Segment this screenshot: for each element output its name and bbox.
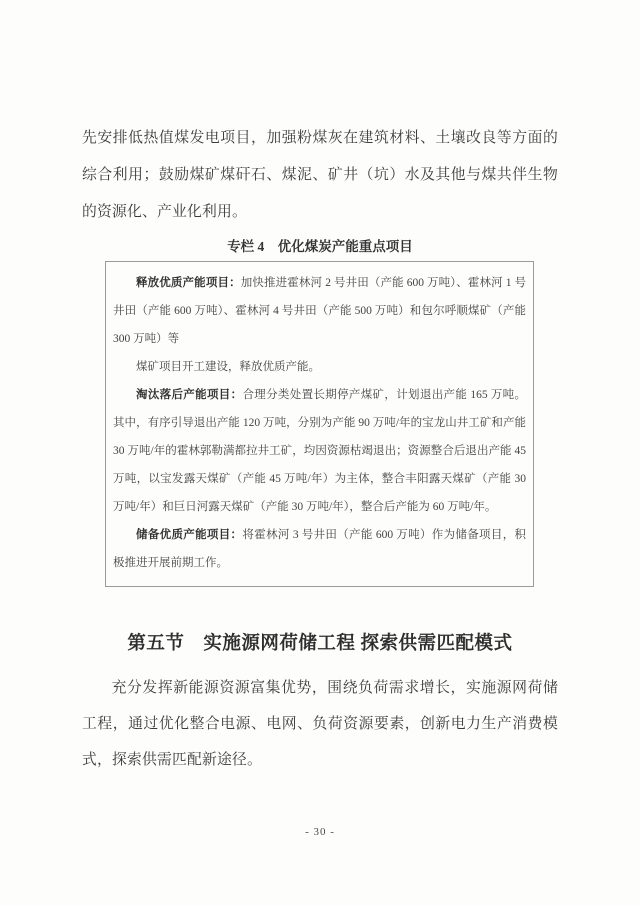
panel-paragraph [113, 521, 526, 577]
intro-paragraph: 先安排低热值煤发电项目，加强粉煤灰在建筑材料、土壤改良等方面的综合利用；鼓励煤矿煤矸石、煤泥、矿井（坑）水及其他与煤共伴生物的资源化、产业化利用。 [82, 130, 558, 220]
panel-title: 专栏 4 优化煤炭产能重点项目 [227, 239, 413, 254]
section-heading: 第五节 实施源网荷储工程 探索供需匹配模式 [127, 634, 513, 654]
page-number: - 30 - [305, 826, 335, 838]
panel-paragraph-lead: 储备优质产能项目： [136, 529, 243, 541]
panel-paragraph-text: 煤矿项目开工建设，释放优质产能。 [136, 361, 320, 373]
panel-paragraph-lead: 释放优质产能项目： [136, 277, 241, 289]
panel-paragraph [113, 353, 526, 381]
panel-paragraph-lead: 淘汰落后产能项目： [136, 389, 243, 401]
panel-paragraph-text: 合理分类处置长期停产煤矿，计划退出产能 165 万吨。其中，有序引导退出产能 120 万吨，分别为产能 90 万吨/年的宝龙山井工矿和产能 30 万吨/年的霍林郭勒满都拉井工矿，均因资源枯竭退出；资源整合后退出产能 45 万吨，以宝发露天煤矿（产能 45 万吨/年）为主体，整合丰阳露天煤矿（产能 30 万吨/年）和巨日河露天煤矿（产能 30 万吨/年），整合后产能为 60 万吨/年。 [113, 389, 526, 513]
panel-paragraph-text: 将霍林河 3 号井田（产能 600 万吨）作为储备项目，积极推进开展前期工作。 [113, 529, 527, 569]
closing-paragraph: 充分发挥新能源资源富集优势，围绕负荷需求增长，实施源网荷储工程，通过优化整合电源、电网、负荷资源要素，创新电力生产消费模式，探索供需匹配新途径。 [82, 680, 558, 768]
panel-box [105, 261, 534, 587]
panel-paragraph [113, 269, 526, 353]
page-content [82, 120, 558, 778]
panel-paragraph-text: 加快推进霍林河 2 号井田（产能 600 万吨）、霍林河 1 号井田（产能 600 万吨）、霍林河 4 号井田（产能 500 万吨）和包尔呼顺煤矿（产能 300 万吨）等 [113, 277, 527, 345]
panel-paragraph [113, 381, 526, 521]
